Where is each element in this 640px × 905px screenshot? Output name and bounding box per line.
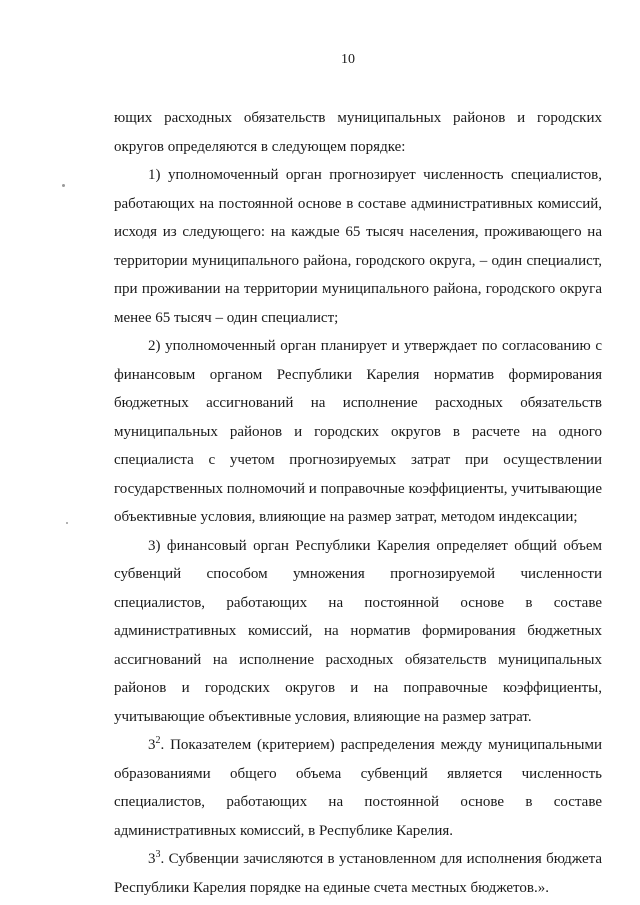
paragraph-text: ющих расходных обязательств муниципальных районов и городских округов определяются в следующем порядке: (114, 110, 602, 155)
paragraph-continuation (114, 104, 602, 161)
paragraph-text: . Субвенции зачисляются в установленном для исполнения бюджета Республики Карелия порядке на единые счета местных бюджетов.». (114, 851, 602, 896)
paragraph-section-3-2 (114, 731, 602, 845)
section-superscript: 3 (155, 849, 161, 860)
scan-speck (66, 522, 68, 524)
paragraph-text: . Показателем (критерием) распределения между муниципальными образованиями общего объема субвенций является численность специалистов, работающих на постоянной основе в составе административных комиссий, в Республике Карелия. (114, 737, 602, 839)
paragraph-text: 1) уполномоченный орган прогнозирует численность специалистов, работающих на постоянной основе в составе административных комиссий, исходя из следующего: на каждые 65 тысяч населения, проживающего на территории муниципального района, городского округа, – один специалист, при проживании на территории муниципального района, городского округа менее 65 тысяч – один специалист; (114, 167, 602, 326)
scan-speck (62, 184, 65, 187)
paragraph-item-3 (114, 532, 602, 732)
section-superscript: 2 (155, 735, 161, 746)
section-number: 3 (148, 737, 156, 753)
paragraph-item-1 (114, 161, 602, 332)
paragraph-item-2 (114, 332, 602, 532)
paragraph-text: 3) финансовый орган Республики Карелия определяет общий объем субвенций способом умножения прогнозируемой численности специалистов, работающих на постоянной основе в составе административных комиссий, на норматив формирования бюджетных ассигнований на исполнение расходных обязательств муниципальных районов и городских округов и на поправочные коэффициенты, учитывающие объективные условия, влияющие на размер затрат. (114, 537, 602, 725)
page-number: 10 (341, 52, 355, 67)
paragraph-text: 2) уполномоченный орган планирует и утверждает по согласованию с финансовым органом Республики Карелия норматив формирования бюджетных ассигнований на исполнение расходных обязательств муниципальных районов и городских округов в расчете на одного специалиста с учетом прогнозируемых затрат при осуществлении государственных полномочий и поправочные коэффициенты, учитывающие объективные условия, влияющие на размер затрат, методом индексации; (114, 338, 602, 525)
paragraph-section-3-3 (114, 845, 602, 902)
section-number: 3 (148, 851, 156, 867)
body-text (114, 104, 602, 902)
